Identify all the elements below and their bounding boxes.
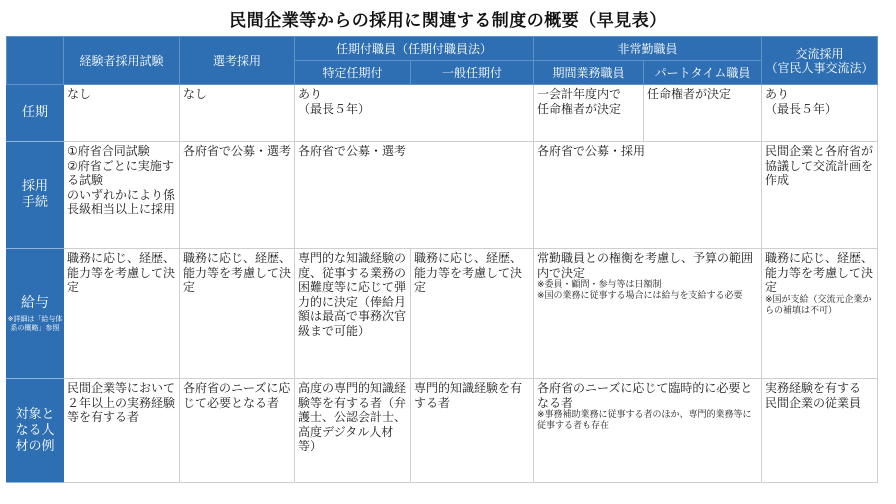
cell-text: ②府省ごとに実施する試験 (67, 158, 174, 187)
cell-text: （最長５年） (298, 101, 371, 116)
cell-target-part-time (534, 379, 762, 483)
corner-header (7, 37, 64, 85)
cell-target-exchange (762, 379, 878, 483)
cell-note: ※事務補助業務に従事する者のほか、専門的業務等に従事する者も存在 (537, 410, 752, 431)
cell-text: 職務に応じ、経歴、能力等を考慮して決定 (765, 251, 874, 294)
cell-term-period-staff (534, 85, 644, 142)
header-specific-fixed-term: 特定任期付 (295, 61, 411, 85)
row-label-term: 任期 (7, 85, 64, 142)
cell-term-part-time: 任命権者が決定 (644, 85, 762, 142)
cell-salary-experienced: 職務に応じ、経歴、能力等を考慮して決定 (64, 249, 180, 379)
cell-note: ※国の業務に従事する場合には給与を支給する必要 (537, 291, 743, 301)
cell-note: ※国が支給（交流元企業からの補填は不可） (765, 294, 872, 316)
cell-term-exchange (762, 85, 878, 142)
cell-salary-specific-fixed-term: 専門的な知識経験の度、従事する業務の困難度等に応じて弾力的に決定（俸給月額は最高で事務次官級まで可能） (295, 249, 411, 379)
cell-target-general-fixed-term: 専門的知識経験を有する者 (411, 379, 534, 483)
system-overview-table (6, 36, 878, 483)
cell-text: 一会計年度内で (537, 87, 622, 101)
row-salary (7, 249, 878, 379)
cell-procedure-selection: 各府省で公募・選考 (180, 142, 295, 249)
cell-note: ※委員・顧問・参与等は日額制 (537, 280, 662, 290)
cell-text: 民間企業の従業員 (765, 395, 862, 410)
cell-salary-part-time (534, 249, 762, 379)
cell-salary-general-fixed-term: 職務に応じ、経歴、能力等を考慮して決定 (411, 249, 534, 379)
header-general-fixed-term: 一般任期付 (411, 61, 534, 85)
row-label-text: なる人 (15, 422, 55, 438)
row-term (7, 85, 878, 142)
row-target (7, 379, 878, 483)
page-title: 民間企業等からの採用に関連する制度の概要（早見表） (229, 11, 667, 31)
cell-term-experienced: なし (64, 85, 180, 142)
cell-text: あり (298, 87, 323, 101)
header-group-part-time: 非常勤職員 (534, 37, 762, 61)
cell-text: 各府省のニーズに応じて臨時的に必要となる者 (537, 381, 753, 410)
row-label-text: 材の例 (15, 438, 55, 454)
row-label-note: ※詳細は「給与体系の概略」参照 (7, 314, 63, 332)
cell-term-fixed-term (295, 85, 534, 142)
cell-text: のいずれかにより係長級相当以上に採用 (67, 187, 176, 216)
row-label-text: 対象と (15, 406, 55, 422)
header-group-fixed-term: 任期付職員（任期付職員法） (295, 37, 534, 61)
header-exchange-title: 交流採用 (795, 46, 844, 61)
cell-salary-exchange (762, 249, 878, 379)
header-exchange-law: （官民人事交流法） (765, 60, 874, 75)
cell-text: あり (765, 87, 790, 101)
header-part-time-staff: パートタイム職員 (644, 61, 762, 85)
header-period-staff: 期間業務職員 (534, 61, 644, 85)
cell-text: 実務経験を有する (765, 381, 862, 395)
row-label-text: 給与 (21, 294, 49, 311)
cell-target-experienced: 民間企業等において２年以上の実務経験等を有する者 (64, 379, 180, 483)
row-label-salary (7, 249, 64, 379)
header-experienced-exam: 経験者採用試験 (64, 37, 180, 85)
row-label-target (7, 379, 64, 483)
cell-procedure-experienced (64, 142, 180, 249)
cell-text: 任命権者が決定 (537, 101, 622, 116)
row-label-text: 手続 (21, 195, 48, 210)
header-exchange-hiring (762, 37, 878, 85)
cell-target-specific-fixed-term: 高度の専門的知識経験等を有する者（弁護士、公認会計士、高度デジタル人材等） (295, 379, 411, 483)
cell-procedure-fixed-term: 各府省で公募・選考 (295, 142, 534, 249)
cell-term-selection: なし (180, 85, 295, 142)
cell-text: （最長５年） (765, 101, 838, 116)
cell-text: ①府省合同試験 (67, 144, 150, 158)
row-label-procedure (7, 142, 64, 249)
cell-procedure-part-time: 各府省で公募・採用 (534, 142, 762, 249)
row-procedure (7, 142, 878, 249)
header-selection-hiring: 選考採用 (180, 37, 295, 85)
cell-text: 常勤職員との権衡を考慮し、予算の範囲内で決定 (537, 251, 754, 280)
cell-procedure-exchange: 民間企業と各府省が協議して交流計画を作成 (762, 142, 878, 249)
row-label-text: 採用 (21, 179, 48, 194)
cell-salary-selection: 職務に応じ、経歴、能力等を考慮して決定 (180, 249, 295, 379)
cell-target-selection: 各府省のニーズに応じて必要となる者 (180, 379, 295, 483)
